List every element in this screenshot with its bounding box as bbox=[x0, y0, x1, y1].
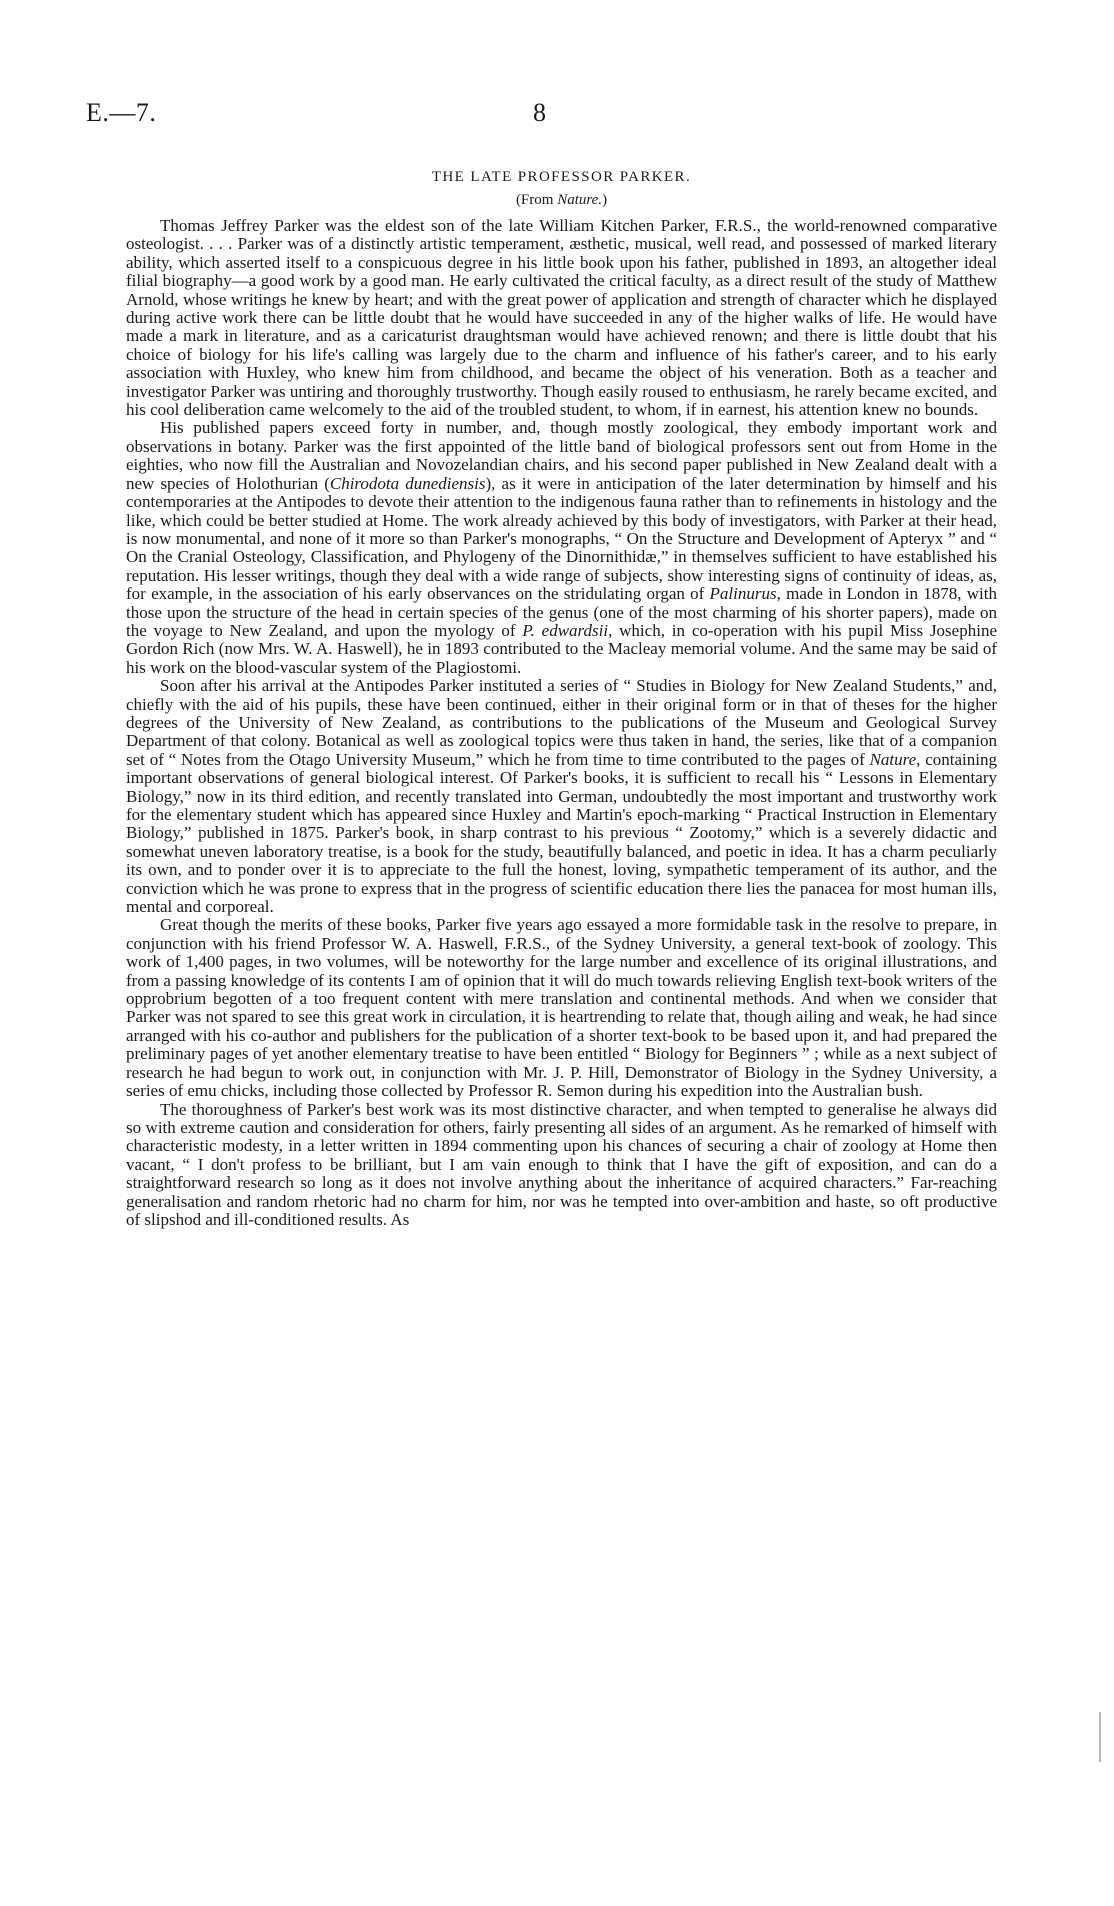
article-source bbox=[126, 190, 997, 211]
text-run: Great though the merits of these books, Parker five years ago essayed a more formidable task in the resolve to prepare, in conjunction with his friend Professor W. A. Haswell, F.R.S., of the Sydney University, a general text-book of zoology. This work of 1,400 pages, in two volumes, will be noteworthy for the large number and excellence of its original illustrations, and from a passing knowledge of its contents I am of opinion that it will do much towards relieving English text-book writers of the opprobrium begotten of a too frequent content with mere translation and continental methods. And when we consider that Parker was not spared to see this great work in circulation, it is heartrending to relate that, though ailing and weak, he had since arranged with his co-author and publishers for the publication of a shorter text-book to be based upon it, and had prepared the preliminary pages of yet another elementary treatise to have been entitled “ Biology for Beginners ” ; while as a next subject of research he had begun to work out, in conjunction with Mr. J. P. Hill, Demonstrator of Biology in the Sydney University, a series of emu chicks, including those collected by Professor R. Semon during his expedition into the Australian bush. bbox=[126, 915, 997, 1101]
text-run: Soon after his arrival at the Antipodes Parker instituted a series of “ Studies in Biology for New Zealand Students,” and, chiefly with the aid of his pupils, these have been continued, either in their original form or in that of theses for the higher degrees of the University of New Zealand, as contributions to the publications of the Museum and Geological Survey Department of that colony. Botanical as well as zoological topics were thus taken in hand, the series, like that of a companion set of “ Notes from the Otago University Museum,” which he from time to time contributed to the pages of bbox=[126, 676, 997, 769]
text-run: , which, in co-operation with his pupil Miss Josephine Gordon Rich (now Mrs. W. A. Haswell), he in 1893 contributed to the Macleay memorial volume. And the same may be said of his work on the blood-vascular system of the Plagiostomi. bbox=[126, 620, 997, 677]
text-run: Thomas Jeffrey Parker was the eldest son of the late William Kitchen Parker, F.R.S., the world-renowned comparative osteologist. . . . Parker was of a distinctly artistic temperament, æsthetic, musical, well read, and possessed of marked literary ability, which asserted itself to a conspicuous degree in his little book upon his father, published in 1893, an altogether ideal filial biography—a good work by a good man. He early cultivated the critical faculty, as a direct result of the study of Matthew Arnold, whose writings he knew by heart; and with the great power of application and strength of character which he displayed during active work there can be little doubt that he would have succeeded in any of the higher walks of life. He would have made a mark in literature, and as a caricaturist draughtsman would have achieved renown; and there is little doubt that his choice of biology for his life's calling was largely due to the charm and influence of his father's career, and to his early association with Huxley, who knew him from childhood, and became the object of his veneration. Both as a teacher and investigator Parker was untiring and thoroughly trustworthy. Though easily roused to enthusiasm, he rarely became excited, and his cool deliberation came welcomely to the aid of the troubled student, to whom, if in earnest, his attention knew no bounds. bbox=[126, 216, 997, 420]
report-reference: E.—7. bbox=[86, 98, 157, 127]
source-close: ) bbox=[602, 192, 608, 208]
journal-name: Nature bbox=[869, 749, 917, 769]
scan-edge-mark bbox=[1099, 1712, 1101, 1762]
paragraph-1 bbox=[126, 217, 997, 419]
source-journal: Nature. bbox=[557, 192, 603, 208]
paragraph-4 bbox=[126, 916, 997, 1100]
paragraph-2 bbox=[126, 419, 997, 677]
paragraph-3 bbox=[126, 677, 997, 916]
paragraph-5 bbox=[126, 1101, 997, 1230]
species-name: Chirodota dunediensis bbox=[329, 473, 486, 493]
page-number: 8 bbox=[533, 98, 546, 127]
article bbox=[126, 166, 997, 1229]
text-run: His published papers exceed forty in number, and, though mostly zoological, they embody important work and observations in botany. Parker was the first appointed of the little band of biological professors sent out from Home in the eighties, who now fill the Australian and Novozelandian chairs, and his second paper published in New Zealand dealt with a new species of Holothurian ( bbox=[126, 418, 997, 493]
text-run: ), as it were in anticipation of the later determination by himself and his contemporaries at the Antipodes to devote their attention to the indigenous fauna rather than to refinements in histology and the like, which could be better studied at Home. The work already achieved by this body of investigators, with Parker at their head, is now monumental, and none of it more so than Parker's monographs, “ On the Structure and Development of Apteryx ” and “ On the Cranial Osteology, Classification, and Phylogeny of the Dinornithidæ,” in themselves sufficient to have established his reputation. His lesser writings, though they deal with a wide range of subjects, show interesting signs of continuity of ideas, as, for example, in the association of his early observances on the stridulating organ of bbox=[126, 473, 997, 604]
source-open: (From bbox=[515, 192, 558, 208]
article-title: THE LATE PROFESSOR PARKER. bbox=[431, 169, 692, 185]
species-name: P. edwardsii bbox=[522, 620, 609, 640]
text-run: , made in London in 1878, with those upon the structure of the head in certain species of the genus (one of the most charming of his shorter papers), made on the voyage to New Zealand, and upon the myology of bbox=[126, 584, 997, 640]
text-run: The thoroughness of Parker's best work was its most distinctive character, and when tempted to generalise he always did so with extreme caution and consideration for others, fairly presenting all sides of an argument. As he remarked of himself with characteristic modesty, in a letter written in 1894 commenting upon his chances of securing a chair of zoology at Home then vacant, “ I don't profess to be brilliant, but I am vain enough to think that I have the gift of exposition, and can do a straightforward research so long as it does not involve anything about the inheritance of acquired characters.” Far-reaching generalisation and random rhetoric had no charm for him, nor was he tempted into over-ambition and haste, so oft productive of slipshod and ill-conditioned results. As bbox=[126, 1099, 997, 1229]
text-run: , containing important observations of general biological interest. Of Parker's books, it is sufficient to recall his “ Lessons in Elementary Biology,” now in its third edition, and recently translated into German, undoubtedly the most important and trustworthy work for the elementary student which has appeared since Huxley and Martin's epoch-marking “ Practical Instruction in Elementary Biology,” published in 1875. Parker's book, in sharp contrast to his previous “ Zootomy,” which is a severely didactic and somewhat uneven laboratory treatise, is a book for the study, beautifully balanced, and poetic in idea. It has a charm peculiarly its own, and to ponder over it is to appreciate to the full the honest, loving, sympathetic temperament of its author, and the conviction which he was prone to express that in the progress of scientific education there lies the panacea for most human ills, mental and corporeal. bbox=[126, 749, 997, 917]
genus-name: Palinurus bbox=[709, 584, 777, 604]
